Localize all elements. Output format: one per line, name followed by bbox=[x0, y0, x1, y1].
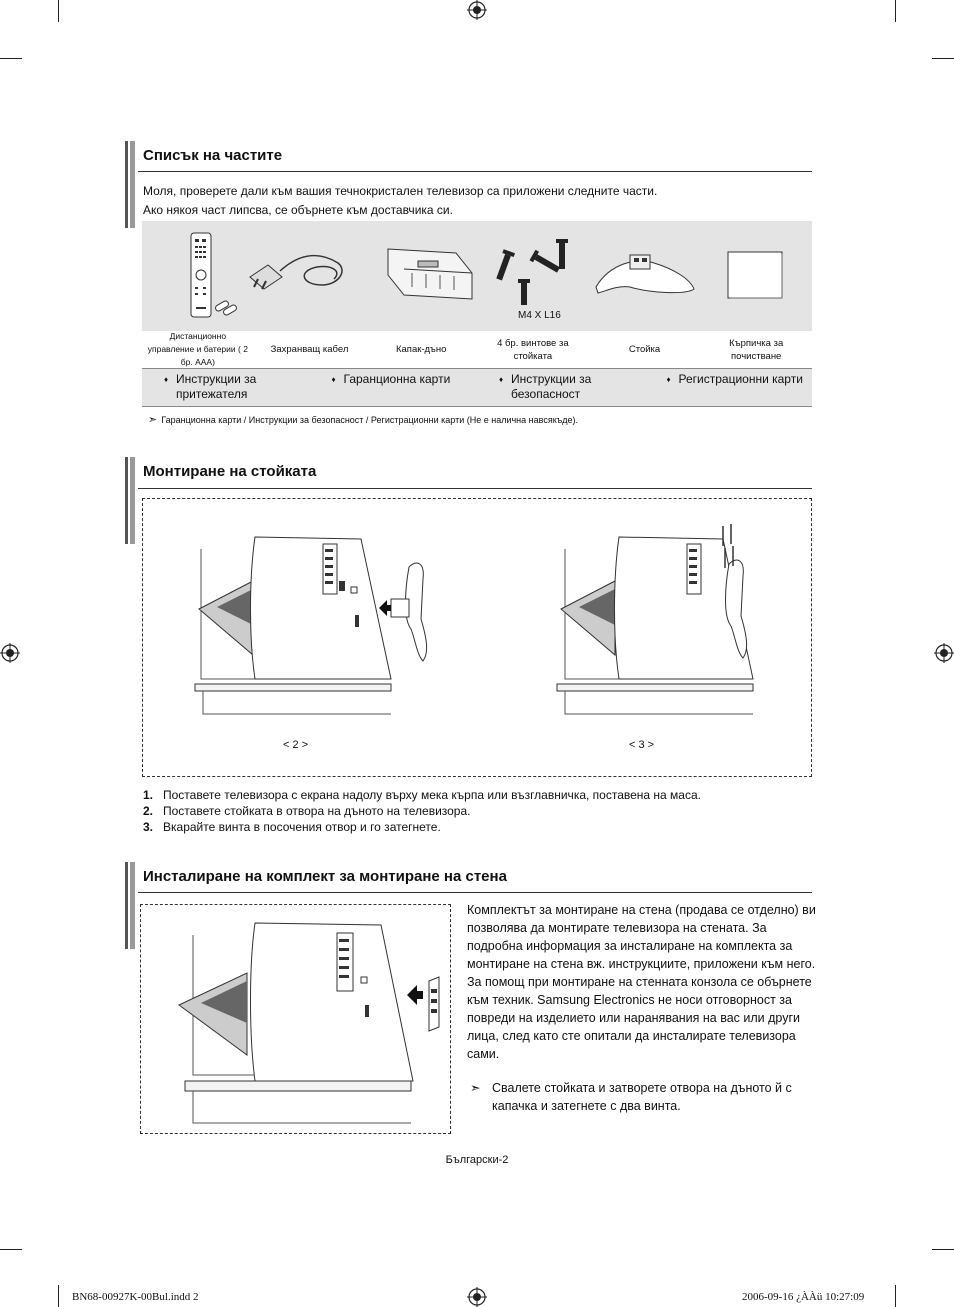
note-arrow-icon: ➣ bbox=[148, 414, 158, 426]
part-label: Дистанционно управление и батерии ( 2 бр. AAA) bbox=[147, 331, 248, 367]
stand-step2-illustration bbox=[191, 529, 451, 719]
section-bar bbox=[125, 141, 135, 228]
part-label: Кърпичка за почистване bbox=[729, 337, 784, 362]
parts-intro bbox=[143, 182, 657, 220]
stand-caption-left: < 2 > bbox=[283, 739, 309, 751]
wall-section-title: Инсталиране на комплект за монтиране на стена bbox=[143, 868, 507, 885]
intro-line: Моля, проверете дали към вашия течнокристален телевизор са приложени следните части. bbox=[143, 184, 658, 198]
section-bar bbox=[125, 862, 135, 949]
document-item bbox=[477, 369, 645, 406]
step-item bbox=[143, 787, 701, 803]
stand-section-title: Монтиране на стойката bbox=[143, 463, 317, 480]
document-label: ♦ Инструкции за притежателя bbox=[176, 372, 257, 401]
registration-mark-icon bbox=[467, 1287, 487, 1307]
remote-control-icon bbox=[187, 231, 247, 321]
part-label: Капак-дъно bbox=[395, 344, 447, 355]
page-number: Български-2 bbox=[445, 1154, 509, 1166]
crop-mark bbox=[58, 0, 59, 22]
intro-line: Ако някоя част липсва, се обърнете към доставчика си. bbox=[143, 203, 453, 217]
part-label: 4 бр. винтове за стойката bbox=[497, 337, 569, 362]
crop-mark bbox=[0, 58, 22, 59]
note-arrow-icon: ➣ bbox=[470, 1081, 481, 1095]
document-label: ♦ Гаранционна карти bbox=[343, 372, 451, 386]
stand-caption-right: < 3 > bbox=[629, 739, 655, 751]
wall-note bbox=[470, 1079, 815, 1115]
section-rule bbox=[138, 892, 812, 893]
wall-diagram-box bbox=[140, 904, 451, 1134]
parts-labels-row bbox=[142, 331, 812, 369]
step-number: 1. bbox=[143, 788, 154, 802]
print-timestamp: 2006-09-16 ¿ÀÀü 10:27:09 bbox=[742, 1291, 865, 1303]
document-item bbox=[142, 369, 310, 406]
wall-note-text: Свалете стойката и затворете отвора на дъното й с капачка и затегнете с два винта. bbox=[492, 1081, 792, 1113]
bottom-cover-icon bbox=[382, 239, 477, 304]
part-label: Захранващ кабел bbox=[270, 344, 349, 355]
documents-row bbox=[142, 369, 812, 407]
step-item bbox=[143, 819, 701, 835]
parts-note bbox=[148, 413, 578, 426]
parts-note-text: Гаранционна карти / Инструкции за безопасност / Регистрационни карти (Не е налична навсякъде). bbox=[161, 415, 579, 425]
crop-mark bbox=[932, 58, 954, 59]
crop-mark bbox=[895, 1285, 896, 1307]
section-rule bbox=[138, 171, 812, 172]
registration-mark-icon bbox=[0, 643, 20, 663]
crop-mark bbox=[0, 1249, 22, 1250]
crop-mark bbox=[895, 0, 896, 22]
section-bar bbox=[125, 457, 135, 544]
file-slug: BN68-00927K-00Bul.indd 2 bbox=[72, 1291, 199, 1303]
document-label: ♦ Регистрационни карти bbox=[678, 372, 803, 386]
registration-mark-icon bbox=[467, 0, 487, 20]
step-text: Вкарайте винта в посочения отвор и го затегнете. bbox=[163, 820, 441, 834]
cleaning-cloth-icon bbox=[725, 249, 785, 301]
step-number: 2. bbox=[143, 804, 154, 818]
stand-steps bbox=[143, 787, 701, 835]
parts-illustration-panel bbox=[142, 221, 812, 331]
power-cord-icon bbox=[242, 241, 352, 311]
stand-icon bbox=[590, 243, 700, 303]
screws-icon bbox=[490, 235, 580, 305]
step-text: Поставете телевизора с екрана надолу върху мека кърпа или възглавничка, поставена на маса. bbox=[163, 788, 701, 802]
document-label: ♦ Инструкции за безопасност bbox=[511, 372, 592, 401]
document-item bbox=[645, 369, 813, 406]
document-item bbox=[310, 369, 478, 406]
wall-mount-illustration bbox=[171, 915, 451, 1127]
section-rule bbox=[138, 488, 812, 489]
part-label: Стойка bbox=[628, 344, 661, 355]
parts-section-title: Списък на частите bbox=[143, 147, 283, 164]
stand-diagram-box bbox=[142, 498, 812, 777]
crop-mark bbox=[58, 1285, 59, 1307]
step-number: 3. bbox=[143, 820, 154, 834]
wall-body-text: Комплектът за монтиране на стена (продава се отделно) ви позволява да монтирате телевизора на стената. За подробна информация за инсталиране на комплекта за монтиране на стена вж. инструкциите, приложени към него. За помощ при монтиране на стенната конзола се обърнете към техник. Samsung Electronics не носи отговорност за повреди на изделието или наранявания на вас или други лица, след като сте опитали да инсталирате телевизора сами. bbox=[467, 903, 816, 1061]
step-item bbox=[143, 803, 701, 819]
crop-mark bbox=[932, 1249, 954, 1250]
screw-spec-label: M4 X L16 bbox=[518, 310, 561, 321]
stand-step3-illustration bbox=[553, 524, 813, 719]
step-text: Поставете стойката в отвора на дъното на телевизора. bbox=[163, 804, 471, 818]
registration-mark-icon bbox=[934, 643, 954, 663]
